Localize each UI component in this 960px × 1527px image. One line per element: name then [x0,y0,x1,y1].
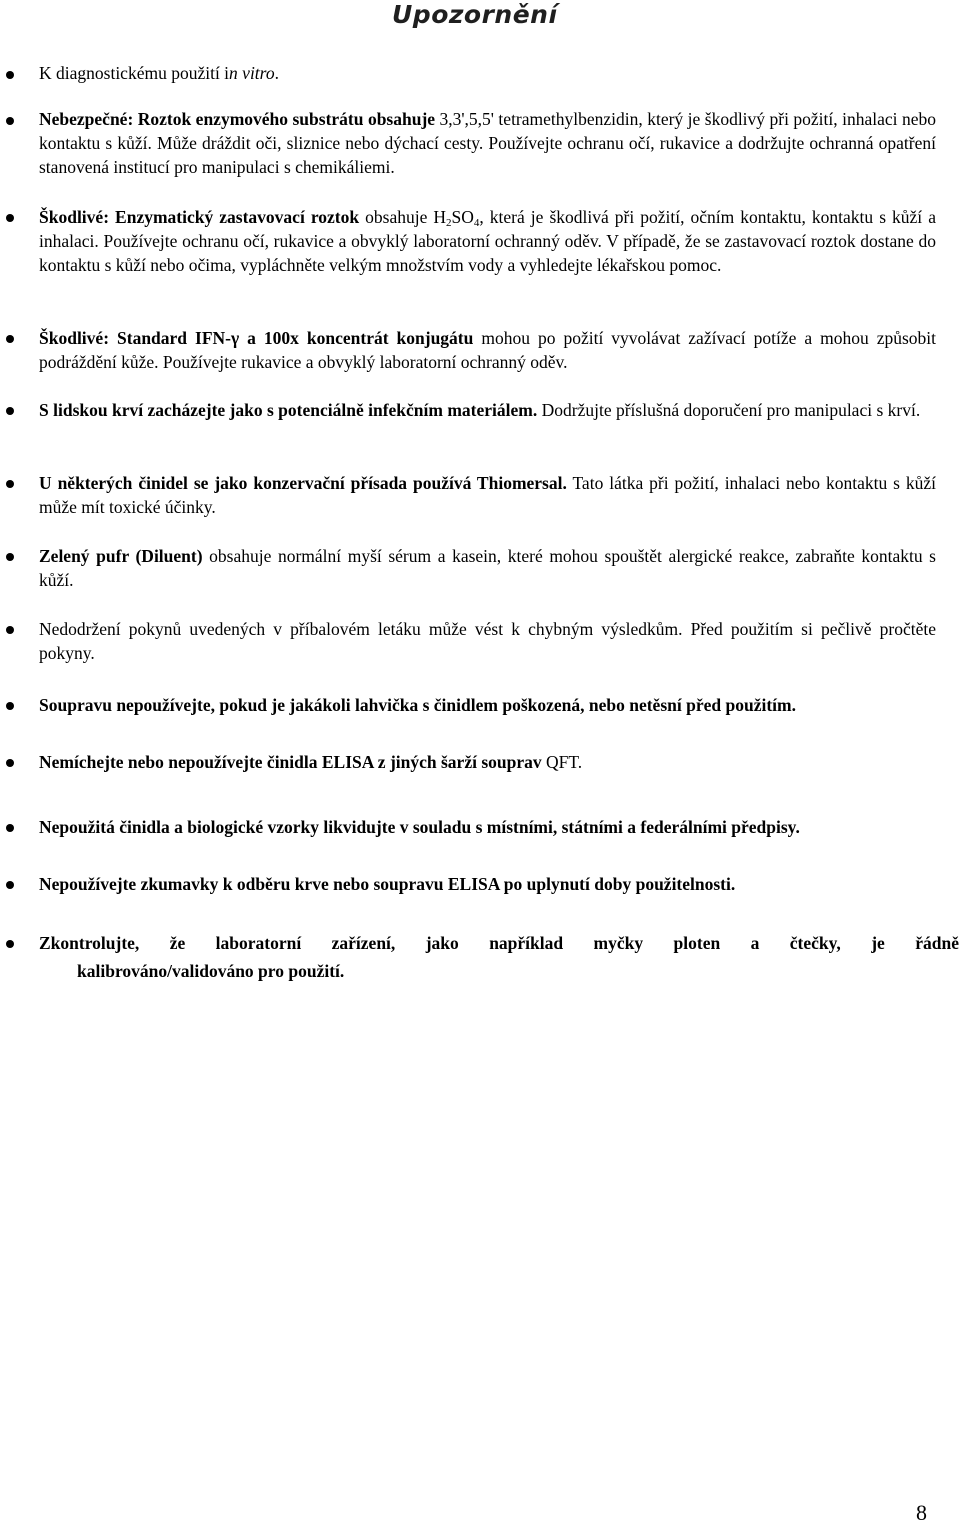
item-text-bold: Soupravu nepoužívejte, pokud je jakákoli lahvička s činidlem poškozená, nebo netěsní před použitím. [39,695,796,715]
bullet-icon [6,335,14,343]
item-text-bold: Nepoužívejte zkumavky k odběru krve nebo soupravu ELISA po uplynutí doby použitelnosti. [39,874,736,894]
bullet-icon [6,626,14,634]
bullet-icon [6,881,14,889]
bullet-icon [6,480,14,488]
bullet-icon [6,940,14,948]
item-text [39,750,936,774]
item-text-part: obsahuje H [359,207,447,227]
page-title: Upozornění [392,0,558,29]
item-text-italic: n vitro [229,63,275,83]
item-text-line1: Zkontrolujte, že laboratorní zařízení, jako například myčky ploten a čtečky, je řádně [39,933,959,953]
bullet-icon [6,824,14,832]
item-text [39,872,936,896]
item-text-part: SO [451,207,474,227]
item-text [39,544,936,592]
item-text-part: obsahuje normální myší sérum a kasein, které mohou spouštět alergické reakce, zabraňte kontaktu s kůží. [39,546,936,591]
item-text-bold: Nebezpečné: Roztok enzymového substrátu obsahuje [39,109,436,129]
item-text [39,471,936,519]
item-text-bold: Škodlivé: Enzymatický zastavovací roztok [39,207,360,227]
item-text [39,815,936,839]
item-text [39,693,936,717]
bullet-icon [6,71,14,79]
item-text-part: . [274,63,279,83]
item-text-bold: Škodlivé: Standard IFN-γ a 100x koncentrát konjugátu [39,328,474,348]
item-text [39,107,936,180]
item-text-part: Tato látka při požití, inhalaci nebo kontaktu s kůží může mít toxické účinky. [39,473,936,518]
item-text: Nedodržení pokynů uvedených v příbalovém letáku může vést k chybným výsledkům. Před použitím si pečlivě pročtěte pokyny. [39,619,936,664]
item-text [39,326,936,374]
item-text-bold: Nemíchejte nebo nepoužívejte činidla ELISA z jiných šarží souprav [39,752,542,772]
item-text-part: mohou po požití vyvolávat zažívací potíže a mohou způsobit podráždění kůže. Používejte rukavice a obvyklý laboratorní ochranný oděv. [39,328,936,373]
item-text-bold: Nepoužitá činidla a biologické vzorky likvidujte v souladu s místními, státními a federálními předpisy. [39,817,800,837]
item-text-bold: S lidskou krví zacházejte jako s potenciálně infekčním materiálem. [39,400,538,420]
item-text-line2: kalibrováno/validováno pro použití. [77,961,345,981]
bullet-icon [6,702,14,710]
item-text-bold: Zelený pufr (Diluent) [39,546,203,566]
subscript: 4 [473,217,480,229]
item-text-part: Dodržujte příslušná doporučení pro manipulaci s krví. [537,400,921,420]
item-text-bold: U některých činidel se jako konzervační přísada používá Thiomersal. [39,473,567,493]
bullet-icon [6,759,14,767]
bullet-icon [6,214,14,222]
bullet-icon [6,407,14,415]
item-text [39,61,936,85]
bullet-icon [6,117,14,125]
item-text [39,205,936,278]
item-text-part: QFT. [541,752,583,772]
item-text-part: K diagnostickému použití i [39,63,230,83]
bullet-icon [6,553,14,561]
item-text-part: 3,3',5,5' tetramethylbenzidin, který je škodlivý při požití, inhalaci nebo kontaktu s kůží. Může dráždit oči, sliznice nebo dýchací cesty. Používejte ochranu očí, rukavice a dodržujte ochranná opatření stanovená institucí pro manipulaci s chemikáliemi. [39,109,936,178]
subscript: 2 [446,217,452,229]
page-number: 8 [916,1500,927,1525]
item-text-part: , která je škodlivá při požití, očním kontaktu, kontaktu s kůží a inhalaci. Používejte ochranu očí, rukavice a obvyklý laboratorní ochranný oděv. V případě, že se zastavovací roztok dostane do kontaktu s kůží nebo očima, vypláchněte velkým množstvím vody a vyhledejte lékařskou pomoc. [39,207,936,276]
item-text [39,398,936,422]
